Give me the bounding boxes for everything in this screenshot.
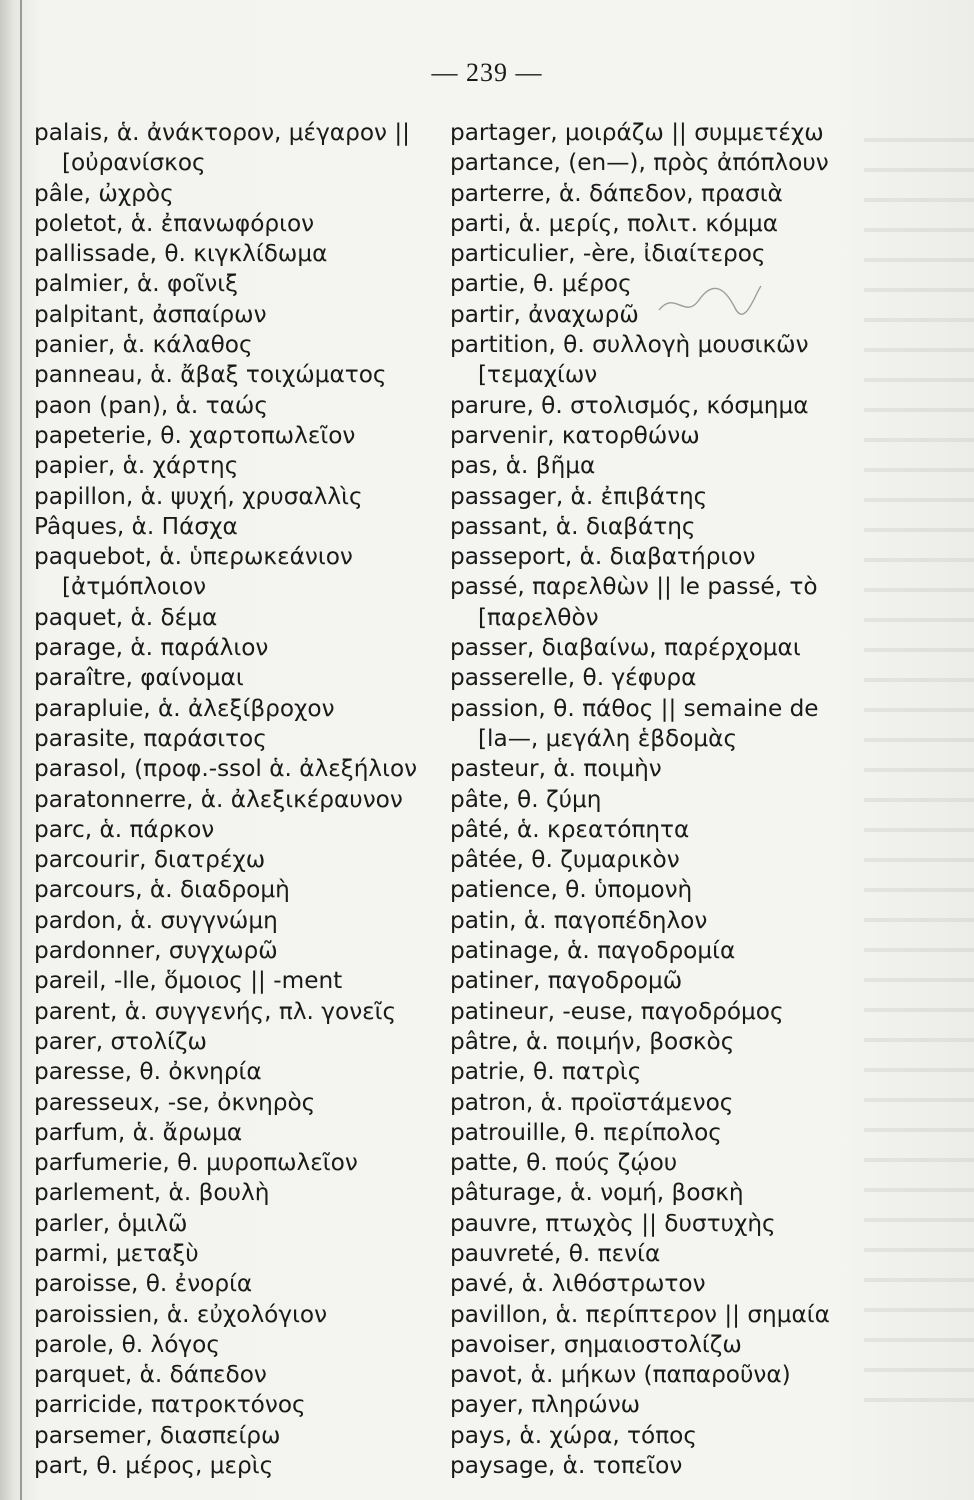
dictionary-entry: patience, θ. ὑπομονὴ [450,876,693,904]
dictionary-entry: palpitant, ἀσπαίρων [34,300,267,328]
dictionary-entry: Pâques, ἁ. Πάσχα [34,512,238,540]
dictionary-entry: parasite, παράσιτος [34,724,267,752]
dictionary-entry-continuation: [la—, μεγάλη ἑβδομὰς [478,724,738,752]
dictionary-entry: pâte, θ. ζύμη [450,785,602,813]
dictionary-entry: papier, ἁ. χάρτης [34,452,239,480]
dictionary-entry: panier, ἁ. κάλαθος [34,331,253,359]
dictionary-entry: paroisse, θ. ἐνορία [34,1270,253,1298]
dictionary-entry: passant, ἁ. διαβάτης [450,512,696,540]
dictionary-entry-continuation: [τεμαχίων [478,361,598,389]
dictionary-entry: parage, ἁ. παράλιον [34,634,269,662]
dictionary-entry: partance, (en—), πρὸς ἀπόπλουν [450,149,829,177]
dictionary-entry: pardon, ἁ. συγγνώμη [34,906,278,934]
dictionary-entry: parlement, ἁ. βουλὴ [34,1179,270,1207]
book-spine-shadow [20,0,22,1500]
dictionary-entry: parvenir, κατορθώνω [450,421,700,449]
dictionary-entry-continuation: [ἀτμόπλοιον [62,573,207,601]
dictionary-entry: papeterie, θ. χαρτοπωλεῖον [34,421,356,449]
dictionary-entry: parer, στολίζω [34,1027,207,1055]
dictionary-entry: passion, θ. πάθος || semaine de [450,694,819,722]
dictionary-entry: paroissien, ἁ. εὐχολόγιον [34,1300,328,1328]
pencil-scribble-mark [655,280,765,324]
page-number: — 239 — [431,58,543,87]
dictionary-entry: parent, ἁ. συγγενής, πλ. γονεῖς [34,997,397,1025]
dictionary-entry: patrie, θ. πατρὶς [450,1058,642,1086]
dictionary-entry: patte, θ. πούς ζῴου [450,1149,678,1177]
dictionary-entry: paraître, φαίνομαι [34,664,244,692]
facing-page-bleed [864,118,974,1418]
dictionary-entry: parler, ὁμιλῶ [34,1209,188,1237]
dictionary-entry-continuation: [οὐρανίσκος [62,149,206,177]
dictionary-entry: parsemer, διασπείρω [34,1421,281,1449]
dictionary-entry: poletot, ἁ. ἐπανωφόριον [34,209,315,237]
dictionary-entry: parcours, ἁ. διαδρομὴ [34,876,290,904]
dictionary-entry: parcourir, διατρέχω [34,846,266,874]
dictionary-entry: part, θ. μέρος, μερὶς [34,1452,274,1480]
dictionary-entry: partir, ἀναχωρῶ [450,300,639,328]
dictionary-entry: passager, ἁ. ἐπιβάτης [450,482,708,510]
dictionary-entry: pallissade, θ. κιγκλίδωμα [34,240,328,268]
dictionary-entry: paresseux, -se, ὀκνηρὸς [34,1088,316,1116]
dictionary-entry: passeport, ἁ. διαβατήριον [450,543,756,571]
dictionary-entry: partager, μοιράζω || συμμετέχω [450,119,824,146]
dictionary-entry: patin, ἁ. παγοπέδηλον [450,906,708,934]
dictionary-entry: parc, ἁ. πάρκον [34,815,215,843]
dictionary-entry: pas, ἁ. βῆμα [450,452,596,480]
dictionary-entry: parfumerie, θ. μυροπωλεῖον [34,1149,358,1177]
dictionary-entry: paquebot, ἁ. ὑπερωκεάνιον [34,543,353,571]
dictionary-entry: patineur, -euse, παγοδρόμος [450,997,784,1025]
dictionary-entry: paratonnerre, ἁ. ἀλεξικέραυνον [34,785,403,813]
dictionary-entry: paysage, ἁ. τοπεῖον [450,1452,683,1480]
dictionary-entry: pavé, ἁ. λιθόστρωτον [450,1270,706,1298]
dictionary-entry: passé, παρελθὼν || le passé, τὸ [450,573,818,601]
dictionary-entry: parterre, ἁ. δάπεδον, πρασιὰ [450,179,783,207]
dictionary-entry: parapluie, ἁ. ἀλεξίβροχον [34,694,335,722]
dictionary-entry: parure, θ. στολισμός, κόσμημα [450,391,809,419]
dictionary-entry: pâturage, ἁ. νομή, βοσκὴ [450,1179,744,1207]
dictionary-entry: parricide, πατροκτόνος [34,1391,306,1419]
dictionary-entry: pâtre, ἁ. ποιμήν, βοσκὸς [450,1027,735,1055]
dictionary-entry: pâté, ἁ. κρεατόπητα [450,815,690,843]
dictionary-entry: passerelle, θ. γέφυρα [450,664,697,692]
dictionary-entry-continuation: [παρελθὸν [478,603,599,631]
dictionary-entry: papillon, ἁ. ψυχή, χρυσαλλὶς [34,482,363,510]
dictionary-entry: payer, πληρώνω [450,1391,641,1419]
dictionary-entry: paquet, ἁ. δέμα [34,603,218,631]
dictionary-entry: pauvre, πτωχὸς || δυστυχὴς [450,1209,776,1237]
dictionary-entry: partition, θ. συλλογὴ μουσικῶν [450,331,809,359]
dictionary-entry: pasteur, ἁ. ποιμὴν [450,755,662,783]
dictionary-entry: pavot, ἁ. μήκων (παπαροῦνα) [450,1361,791,1389]
dictionary-entry: parasol, (προφ.-ssol ἁ. ἀλεξήλιον [34,755,418,783]
dictionary-entry: patiner, παγοδρομῶ [450,967,683,995]
dictionary-entry: pays, ἁ. χώρα, τόπος [450,1421,697,1449]
dictionary-entry: parole, θ. λόγος [34,1330,220,1358]
dictionary-entry: passer, διαβαίνω, παρέρχομαι [450,634,801,662]
dictionary-entry: parmi, μεταξὺ [34,1239,199,1267]
dictionary-entry: pauvreté, θ. πενία [450,1239,661,1267]
dictionary-entry: parti, ἁ. μερίς, πολιτ. κόμμα [450,209,779,237]
dictionary-entry: palais, ἁ. ἀνάκτορον, μέγαρον || [34,119,410,146]
dictionary-entry: pavoiser, σημαιοστολίζω [450,1330,742,1358]
dictionary-entry: palmier, ἁ. φοῖνιξ [34,270,239,298]
dictionary-entry: panneau, ἁ. ἄβαξ τοιχώματος [34,361,387,389]
dictionary-entry: pâle, ὠχρὸς [34,179,174,207]
dictionary-entry: pareil, -lle, ὅμοιος || -ment [34,967,343,995]
dictionary-entry: patron, ἁ. προϊστάμενος [450,1088,734,1116]
dictionary-entry: patinage, ἁ. παγοδρομία [450,937,736,965]
dictionary-entry: pardonner, συγχωρῶ [34,937,278,965]
dictionary-entry: patrouille, θ. περίπολος [450,1118,722,1146]
dictionary-entry: pâtée, θ. ζυμαρικὸν [450,846,680,874]
dictionary-entry: pavillon, ἁ. περίπτερον || σημαία [450,1300,830,1328]
dictionary-entry: paresse, θ. ὀκνηρία [34,1058,262,1086]
dictionary-entry: parfum, ἁ. ἄρωμα [34,1118,243,1146]
dictionary-entry: particulier, -ère, ἰδιαίτερος [450,240,766,268]
left-column [34,118,454,1481]
dictionary-entry: parquet, ἁ. δάπεδον [34,1361,267,1389]
dictionary-entry: paon (pan), ἁ. ταώς [34,391,268,419]
dictionary-entry: partie, θ. μέρος [450,270,632,298]
